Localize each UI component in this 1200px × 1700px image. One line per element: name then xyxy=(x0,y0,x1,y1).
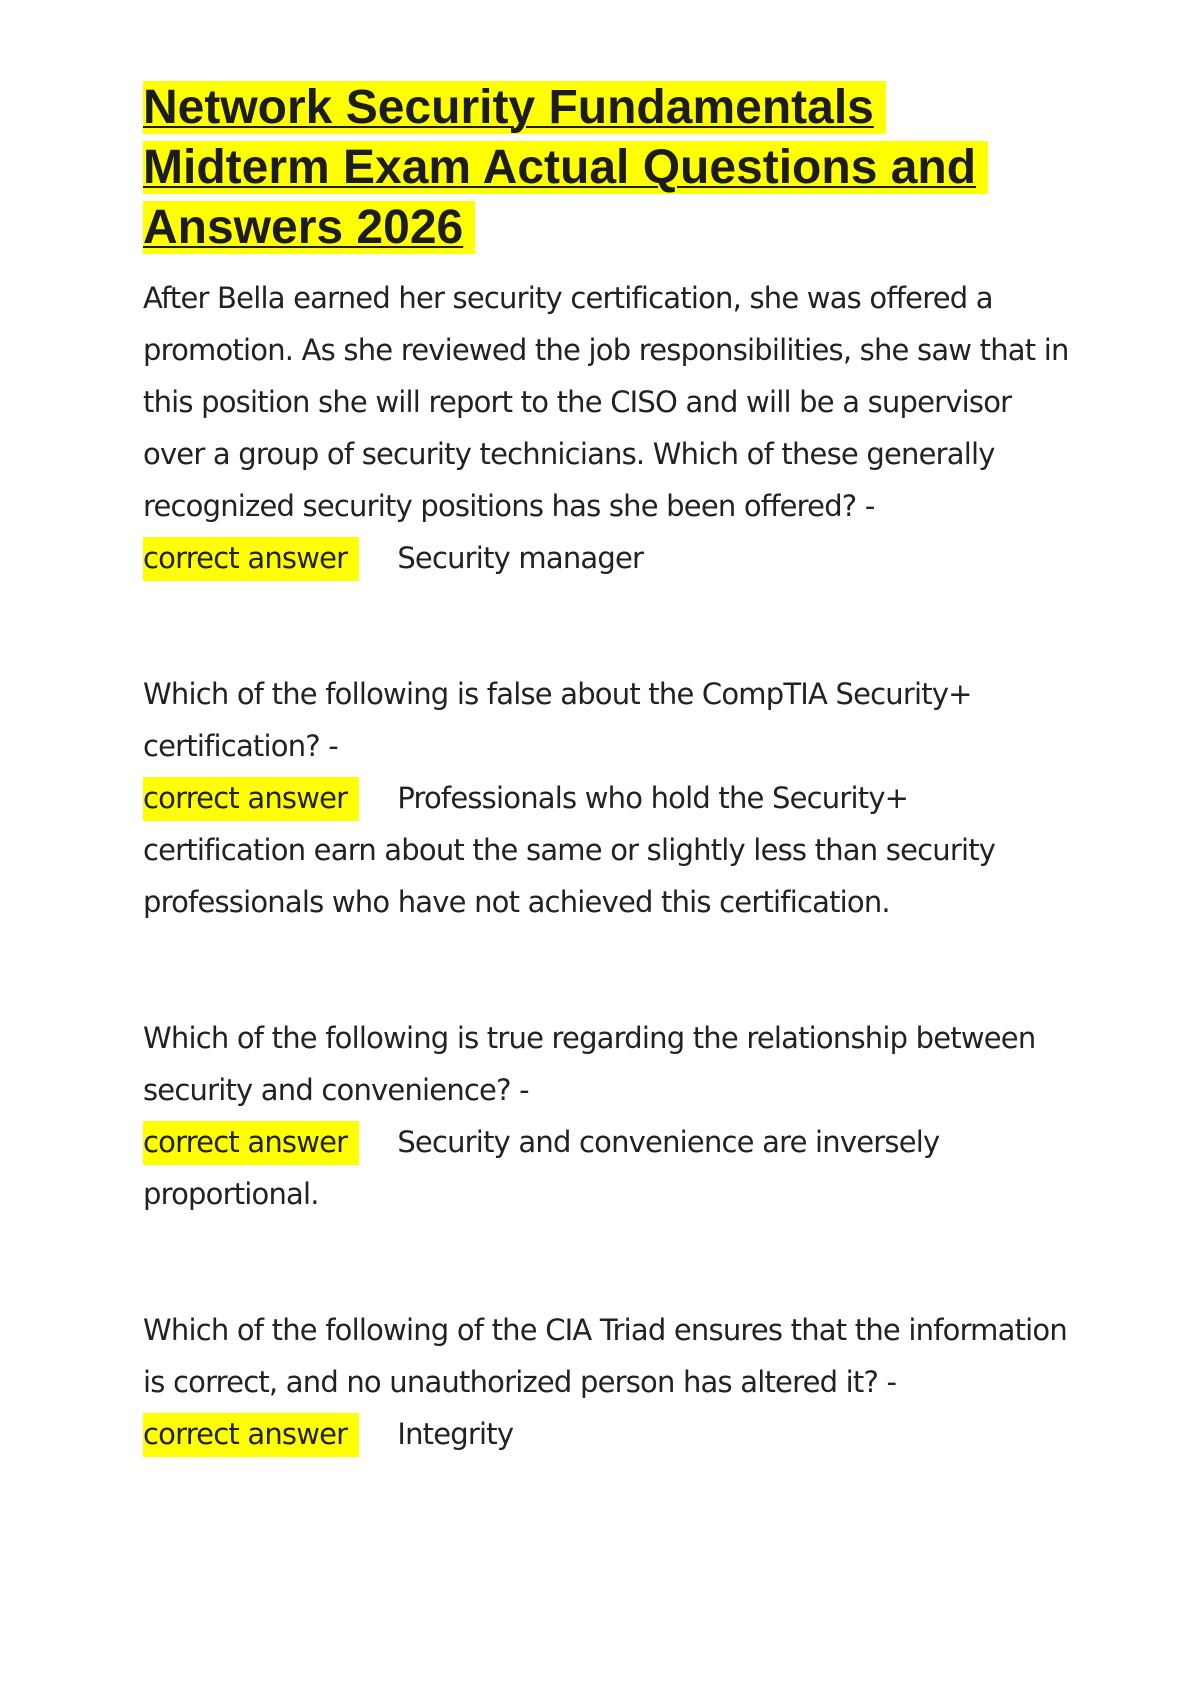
qa-item-3 xyxy=(143,1012,1073,1220)
question-text: Which of the following is true regarding the relationship between security and convenience? - xyxy=(143,1021,1036,1107)
answer-line xyxy=(143,1408,1073,1460)
qa-item-2 xyxy=(143,668,1073,928)
correct-answer-label: correct answer xyxy=(143,1413,359,1457)
document-page xyxy=(143,78,1073,1460)
question-text: Which of the following of the CIA Triad ensures that the information is correct, and no unauthorized person has altered it? - xyxy=(143,1313,1067,1399)
document-title xyxy=(143,78,1003,258)
correct-answer-label: correct answer xyxy=(143,1121,359,1165)
question-text: After Bella earned her security certification, she was offered a promotion. As she reviewed the job responsibilities, she saw that in this position she will report to the CISO and will be a supervisor over a group of security technicians. Which of these generally recognized security positions has she been offered? - xyxy=(143,281,1069,523)
answer-text: Professionals who hold the Security+ certification earn about the same or slightly less than security professionals who have not achieved this certification. xyxy=(143,781,996,919)
answer-line xyxy=(143,1116,1073,1220)
correct-answer-label: correct answer xyxy=(143,777,359,821)
answer-line xyxy=(143,772,1073,928)
qa-item-4 xyxy=(143,1304,1073,1460)
answer-line xyxy=(143,532,1073,584)
question-text: Which of the following is false about the CompTIA Security+ certification? - xyxy=(143,677,972,763)
answer-text: Security and convenience are inversely proportional. xyxy=(143,1125,940,1211)
correct-answer-label: correct answer xyxy=(143,537,359,581)
document-title-text: Network Security Fundamentals Midterm Exam Actual Questions and Answers 2026 xyxy=(143,81,988,254)
qa-item-1 xyxy=(143,272,1073,584)
answer-text: Security manager xyxy=(397,541,644,575)
answer-text: Integrity xyxy=(397,1417,514,1451)
